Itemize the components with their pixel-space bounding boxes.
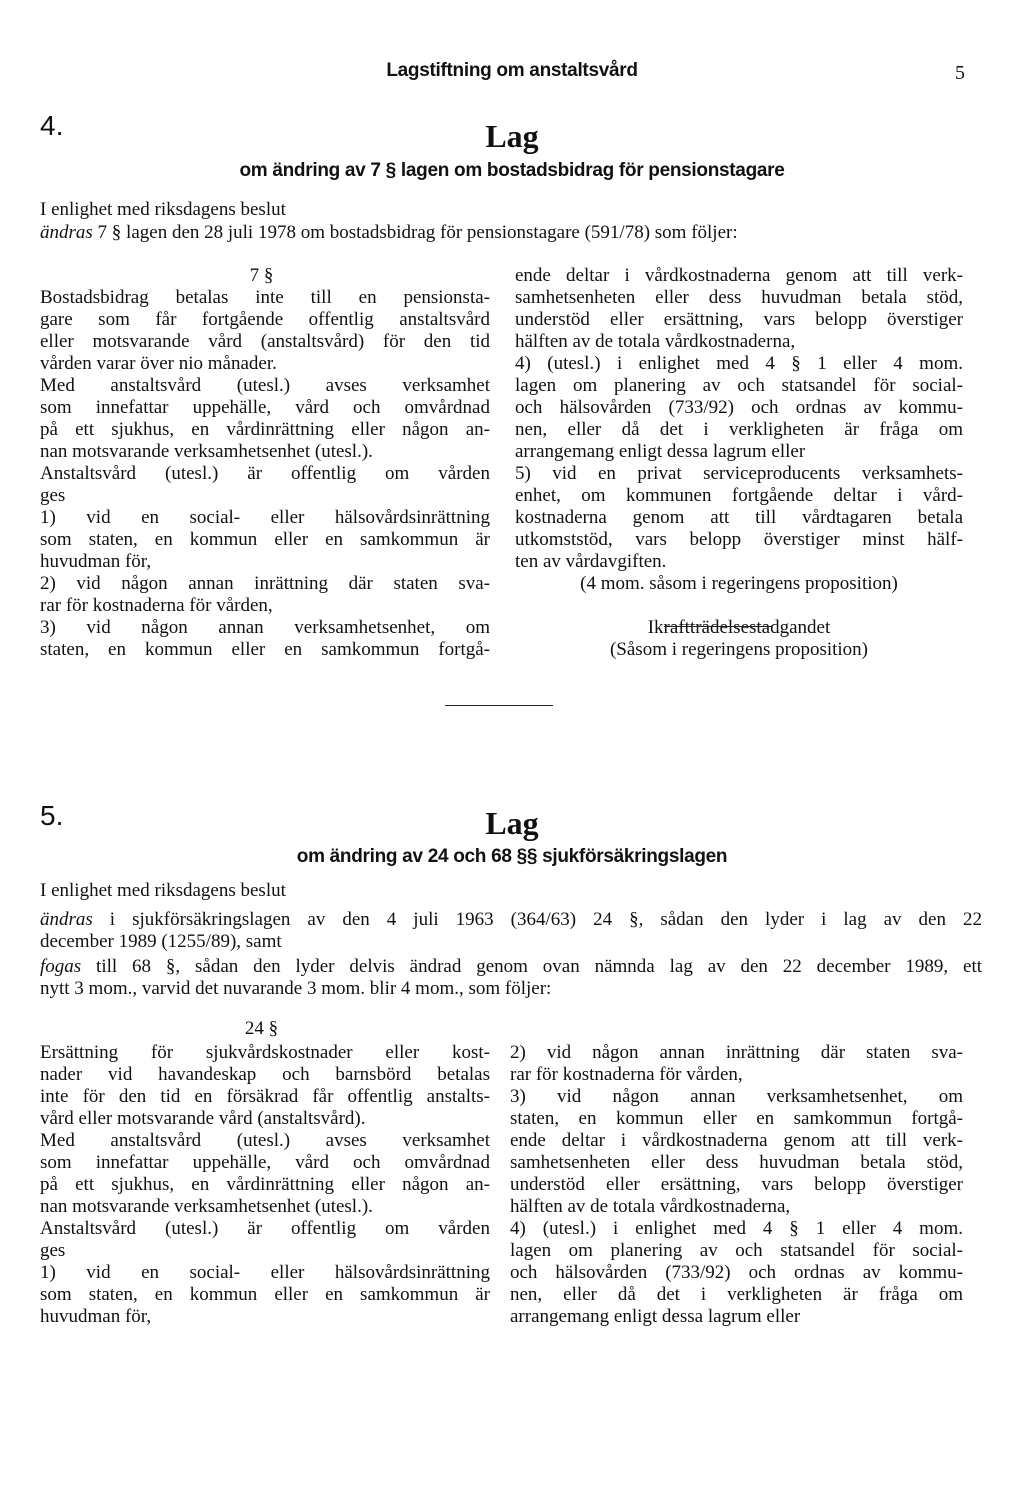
- law5-add-verb: fogas: [40, 956, 82, 977]
- text-line: hälften av de totala vårdkostnaderna,: [510, 1196, 791, 1217]
- law4-intro: I enlighet med riksdagens beslut: [40, 199, 286, 220]
- text-line: lagen om planering av och statsandel för social-: [515, 375, 963, 396]
- text-line: nan motsvarande verksamhetsenhet (utesl.).: [40, 441, 373, 462]
- text-line: 5) vid en privat serviceproducents verksamhets-: [515, 463, 963, 484]
- text-line: enhet, om kommunen fortgående deltar i vård-: [515, 485, 963, 506]
- blank-line: [515, 595, 963, 617]
- text-line: ges: [40, 485, 66, 506]
- text-line: Ikraftträdelsestadgandet: [647, 617, 831, 638]
- law5-amendment-clause-1: [40, 909, 982, 931]
- text-line: lagen om planering av och statsandel för social-: [510, 1240, 963, 1261]
- law5-title: Lag: [485, 805, 539, 841]
- law4-title: Lag: [485, 118, 539, 154]
- text-line: samhetsenheten eller dess huvudman betala stöd,: [510, 1152, 963, 1173]
- text-line: 4) (utesl.) i enlighet med 4 § 1 eller 4 mom.: [515, 353, 963, 374]
- text-line: Anstaltsvård (utesl.) är offentlig om vården: [40, 463, 490, 484]
- text-line: Med anstaltsvård (utesl.) avses verksamhet: [40, 375, 490, 396]
- text-line: nan motsvarande verksamhetsenhet (utesl.).: [40, 1196, 373, 1217]
- text-line: på ett sjukhus, en vårdinrättning eller någon an-: [40, 419, 490, 440]
- law5-add-rest-1: till 68 §, sådan den lyder delvis ändrad genom ovan nämnda lag av den 22 december 1989, ett: [81, 956, 982, 977]
- text-line: vården varar över nio månader.: [40, 353, 277, 374]
- law5-addition-clause-1: [40, 956, 982, 978]
- page-number: 5: [955, 62, 965, 84]
- law4-amend-verb: ändras: [40, 222, 93, 243]
- text-line: staten, en kommun eller en samkommun fortgå-: [40, 639, 490, 660]
- law5-number: 5.: [40, 800, 64, 831]
- text-line: (4 mom. såsom i regeringens proposition): [580, 573, 898, 594]
- text-line: arrangemang enligt dessa lagrum eller: [510, 1306, 801, 1327]
- text-line: och hälsovården (733/92) och ordnas av kommu-: [510, 1262, 963, 1283]
- text-line: på ett sjukhus, en vårdinrättning eller någon an-: [40, 1174, 490, 1195]
- law4-left-column: [40, 287, 490, 661]
- law5-section-heading: 24 §: [244, 1018, 279, 1039]
- law4-right-column: [515, 265, 963, 661]
- law5-left-column: [40, 1042, 490, 1328]
- text-line: och hälsovården (733/92) och ordnas av kommu-: [515, 397, 963, 418]
- law4-subtitle: om ändring av 7 § lagen om bostadsbidrag för pensionstagare: [239, 160, 785, 181]
- text-line: hälften av de totala vårdkostnaderna,: [515, 331, 796, 352]
- law5-amend-rest-1: i sjukförsäkringslagen av den 4 juli 1963 (364/63) 24 §, sådan den lyder i lag av den 22: [92, 909, 982, 930]
- text-line: nen, eller då det i verkligheten är fråga om: [510, 1284, 963, 1305]
- text-line: 3) vid någon annan verksamhetsenhet, om: [40, 617, 490, 638]
- law5-add-rest-2: nytt 3 mom., varvid det nuvarande 3 mom. blir 4 mom., som följer:: [40, 978, 552, 999]
- text-line: rar för kostnaderna för vården,: [510, 1064, 743, 1085]
- text-line: ende deltar i vårdkostnaderna genom att till verk-: [515, 265, 963, 286]
- law5-intro: I enlighet med riksdagens beslut: [40, 880, 286, 901]
- text-line: rar för kostnaderna för vården,: [40, 595, 273, 616]
- law4-separator-short: [664, 626, 772, 627]
- text-line: 1) vid en social- eller hälsovårdsinrättning: [40, 1262, 490, 1283]
- text-line: samhetsenheten eller dess huvudman betala stöd,: [515, 287, 963, 308]
- text-line: staten, en kommun eller en samkommun fortgå-: [510, 1108, 963, 1129]
- text-line: ten av vårdavgiften.: [515, 551, 667, 572]
- text-line: kostnaderna genom att till vårdtagaren betala: [515, 507, 963, 528]
- text-line: ges: [40, 1240, 66, 1261]
- law5-subtitle: om ändring av 24 och 68 §§ sjukförsäkringslagen: [296, 846, 728, 867]
- law4-section-heading: 7 §: [249, 265, 274, 286]
- text-line: vård eller motsvarande vård (anstaltsvård).: [40, 1108, 366, 1129]
- text-line: inte för den tid en försäkrad får offentlig anstalts-: [40, 1086, 490, 1107]
- text-line: Anstaltsvård (utesl.) är offentlig om vården: [40, 1218, 490, 1239]
- text-line: 2) vid någon annan inrättning där staten sva-: [40, 573, 490, 594]
- text-line: eller motsvarande vård (anstaltsvård) för den tid: [40, 331, 490, 352]
- text-line: 3) vid någon annan verksamhetsenhet, om: [510, 1086, 963, 1107]
- text-line: (Såsom i regeringens proposition): [609, 639, 869, 660]
- text-line: huvudman för,: [40, 551, 152, 572]
- text-line: gare som får fortgående offentlig anstaltsvård: [40, 309, 490, 330]
- law5-amend-rest-2: december 1989 (1255/89), samt: [40, 931, 282, 952]
- law-end-rule: [445, 705, 553, 706]
- text-line: nader vid havandeskap och barnsbörd betalas: [40, 1064, 490, 1085]
- text-line: Ersättning för sjukvårdskostnader eller kost-: [40, 1042, 490, 1063]
- law4-amendment-clause: [40, 222, 738, 244]
- text-line: Bostadsbidrag betalas inte till en pensionsta-: [40, 287, 490, 308]
- text-line: understöd eller ersättning, vars belopp överstiger: [515, 309, 963, 330]
- text-line: som innefattar uppehälle, vård och omvårdnad: [40, 397, 490, 418]
- text-line: utkomststöd, vars belopp överstiger minst hälf-: [515, 529, 963, 550]
- text-line: 2) vid någon annan inrättning där staten sva-: [510, 1042, 963, 1063]
- law5-right-column: [510, 1042, 963, 1328]
- text-line: 1) vid en social- eller hälsovårdsinrättning: [40, 507, 490, 528]
- text-line: 4) (utesl.) i enlighet med 4 § 1 eller 4 mom.: [510, 1218, 963, 1239]
- law4-amend-rest: 7 § lagen den 28 juli 1978 om bostadsbidrag för pensionstagare (591/78) som följer:: [92, 222, 738, 243]
- running-header: Lagstiftning om anstaltsvård: [386, 60, 638, 81]
- law4-number: 4.: [40, 110, 64, 141]
- text-line: som staten, en kommun eller en samkommun är: [40, 529, 490, 550]
- text-line: huvudman för,: [40, 1306, 152, 1327]
- text-line: arrangemang enligt dessa lagrum eller: [515, 441, 806, 462]
- text-line: ende deltar i vårdkostnaderna genom att till verk-: [510, 1130, 963, 1151]
- text-line: som innefattar uppehälle, vård och omvårdnad: [40, 1152, 490, 1173]
- text-line: som staten, en kommun eller en samkommun är: [40, 1284, 490, 1305]
- text-line: Med anstaltsvård (utesl.) avses verksamhet: [40, 1130, 490, 1151]
- law5-amend-verb: ändras: [40, 909, 93, 930]
- text-line: nen, eller då det i verkligheten är fråga om: [515, 419, 963, 440]
- text-line: understöd eller ersättning, vars belopp överstiger: [510, 1174, 963, 1195]
